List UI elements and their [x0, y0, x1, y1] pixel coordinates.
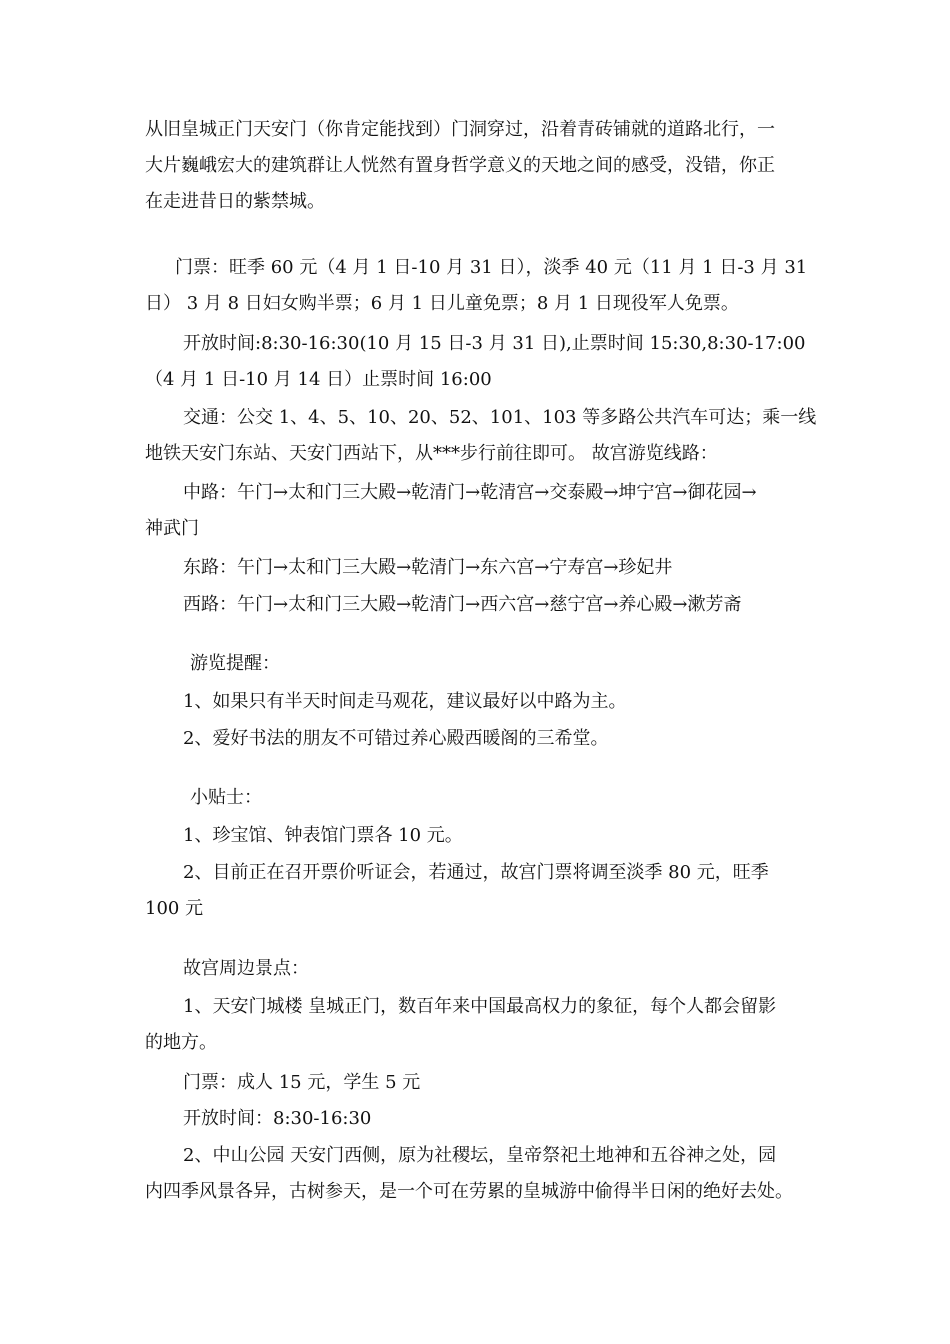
hours-line: （4 月 1 日-10 月 14 日）止票时间 16:00 [145, 369, 492, 390]
transport-paragraph [145, 400, 817, 472]
tips-item: 1、珍宝馆、钟表馆门票各 10 元。 [183, 825, 463, 846]
intro-line: 从旧皇城正门天安门（你肯定能找到）门洞穿过，沿着青砖铺就的道路北行，一 [145, 119, 775, 140]
transport-line: 交通：公交 1、4、5、10、20、52、101、103 等多路公共汽车可达；乘一线 [183, 407, 817, 428]
transport-line: 地铁天安门东站、天安门西站下，从***步行前往即可。 故宫游览线路： [145, 443, 718, 464]
nearby-heading: 故宫周边景点： [183, 958, 309, 979]
intro-paragraph [145, 112, 810, 220]
tips-item-line: 100 元 [145, 898, 204, 919]
east-route: 东路：午门→太和门三大殿→乾清门→东六宫→宁寿宫→珍妃井 [183, 557, 673, 578]
tickets-line: 门票：旺季 60 元（4 月 1 日-10 月 31 日），淡季 40 元（11 月 1 日-3 月 31 [175, 257, 808, 278]
hours-line: 开放时间:8:30-16:30(10 月 15 日-3 月 31 日),止票时间 15:30,8:30-17:00 [183, 333, 806, 354]
nearby-spot-line: 内四季风景各异，古树参天，是一个可在劳累的皇城游中偷得半日闲的绝好去处。 [145, 1181, 793, 1202]
tips-heading: 小贴士： [190, 787, 262, 808]
nearby-spot-1 [145, 989, 810, 1061]
middle-route-line: 神武门 [145, 518, 199, 539]
west-route: 西路：午门→太和门三大殿→乾清门→西六宫→慈宁宫→养心殿→漱芳斋 [183, 594, 742, 615]
intro-line: 大片巍峨宏大的建筑群让人恍然有置身哲学意义的天地之间的感受，没错，你正 [145, 155, 775, 176]
middle-route [145, 475, 810, 547]
spot1-tickets: 门票：成人 15 元，学生 5 元 [183, 1072, 421, 1093]
tips-item-2 [145, 855, 810, 927]
intro-line: 在走进昔日的紫禁城。 [145, 191, 325, 212]
nearby-spot-line: 的地方。 [145, 1032, 217, 1053]
tips-item-line: 2、目前正在召开票价听证会，若通过，故宫门票将调至淡季 80 元，旺季 [183, 862, 769, 883]
nearby-spot-line: 2、中山公园 天安门西侧，原为社稷坛，皇帝祭祀土地神和五谷神之处，园 [183, 1145, 777, 1166]
hours-paragraph [145, 326, 810, 398]
tickets-line: 日） 3 月 8 日妇女购半票；6 月 1 日儿童免票；8 月 1 日现役军人免票。 [145, 293, 739, 314]
nearby-spot-2 [145, 1138, 810, 1210]
tickets-paragraph [145, 250, 810, 322]
reminder-item: 2、爱好书法的朋友不可错过养心殿西暖阁的三希堂。 [183, 728, 609, 749]
spot1-hours: 开放时间：8:30-16:30 [183, 1108, 372, 1129]
nearby-spot-line: 1、天安门城楼 皇城正门，数百年来中国最高权力的象征，每个人都会留影 [183, 996, 777, 1017]
reminder-heading: 游览提醒： [190, 653, 280, 674]
reminder-item: 1、如果只有半天时间走马观花，建议最好以中路为主。 [183, 691, 627, 712]
middle-route-line: 中路：午门→太和门三大殿→乾清门→乾清宫→交泰殿→坤宁宫→御花园→ [183, 482, 757, 503]
